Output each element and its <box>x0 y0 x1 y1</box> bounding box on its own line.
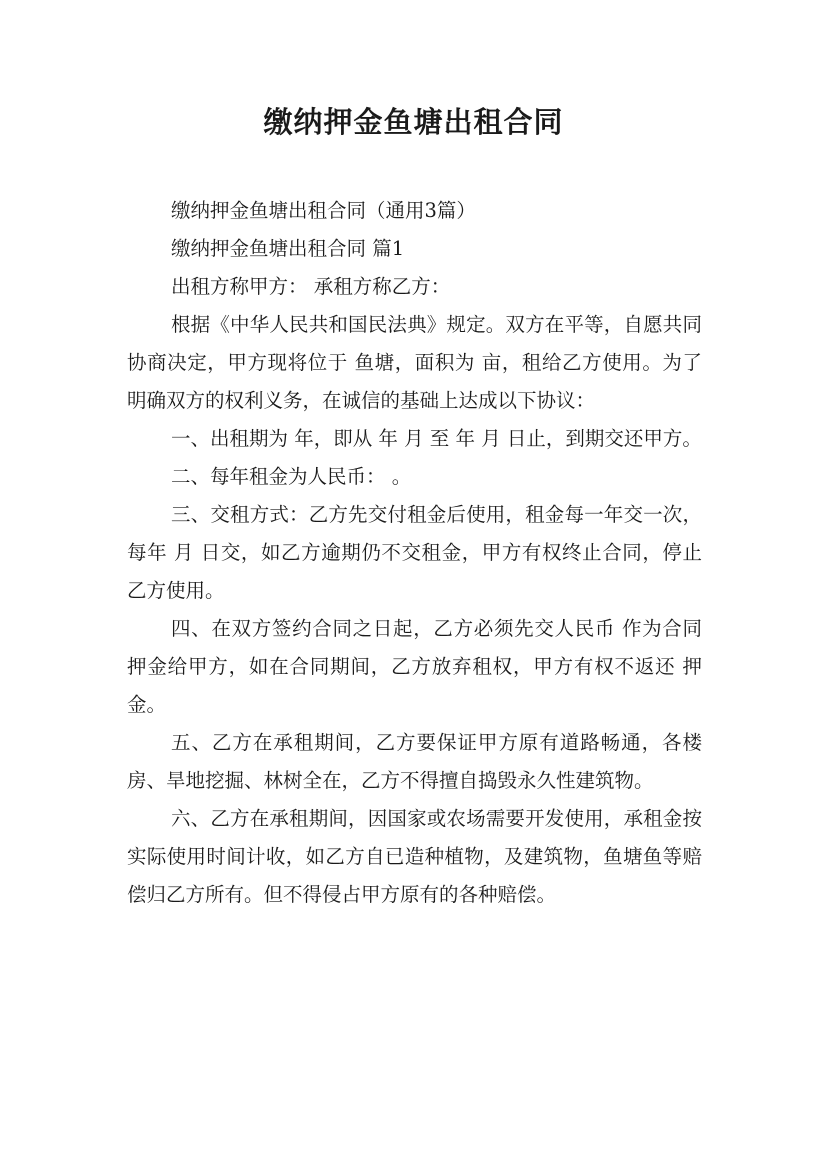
paragraph-clause-3: 三、交租方式：乙方先交付租金后使用，租金每一年交一次，每年 月 日交，如乙方逾期仍不交租金，甲方有权终止合同，停止乙方使用。 <box>127 503 702 602</box>
paragraph-clause-6: 六、乙方在承租期间，因国家或农场需要开发使用，承租金按实际使用时间计收，如乙方自已造种植物，及建筑物，鱼塘鱼等赔偿归乙方所有。但不得侵占甲方原有的各种赔偿。 <box>127 807 702 906</box>
document-title: 缴纳押金鱼塘出租合同 <box>263 105 564 139</box>
paragraph-preamble: 根据《中华人民共和国民法典》规定。双方在平等，自愿共同协商决定，甲方现将位于 鱼塘，面积为 亩，租给乙方使用。为了明确双方的权利义务，在诚信的基础上达成以下协议： <box>127 313 702 412</box>
paragraph-clause-1: 一、出租期为 年，即从 年 月 至 年 月 日止，到期交还甲方。 <box>171 427 702 450</box>
paragraph-clause-5: 五、乙方在承租期间，乙方要保证甲方原有道路畅通，各楼房、旱地挖掘、林树全在，乙方不得擅自捣毁永久性建筑物。 <box>127 731 702 792</box>
document-body <box>127 192 702 914</box>
paragraph-clause-4: 四、在双方签约合同之日起，乙方必须先交人民币 作为合同押金给甲方，如在合同期间，乙方放弃租权，甲方有权不返还 押金。 <box>127 617 702 716</box>
paragraph-section-title: 缴纳押金鱼塘出租合同 篇1 <box>171 237 405 260</box>
paragraph-heading: 缴纳押金鱼塘出租合同（通用3篇） <box>171 199 476 222</box>
paragraph-parties: 出租方称甲方： 承租方称乙方： <box>171 275 451 298</box>
paragraph-clause-2: 二、每年租金为人民币： 。 <box>171 465 412 488</box>
